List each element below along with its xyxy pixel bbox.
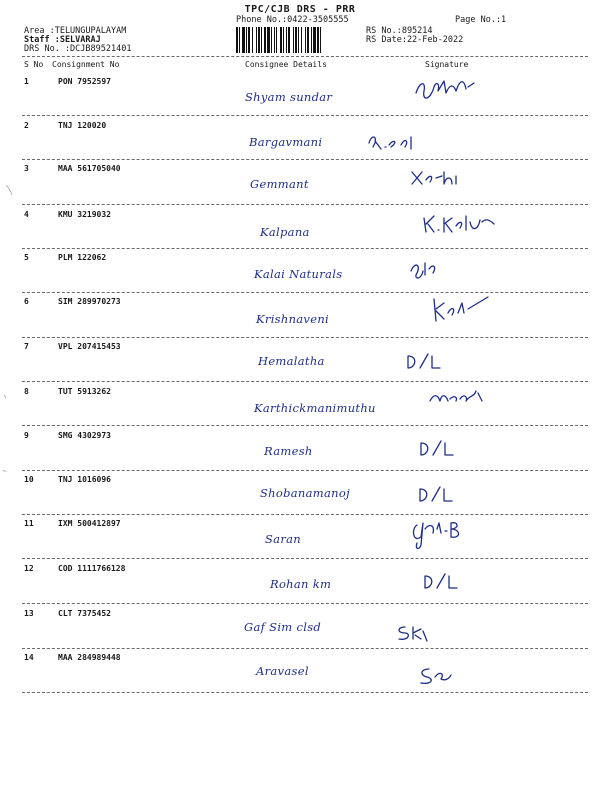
consignment-number: MAA 284989448 bbox=[58, 653, 121, 662]
row-divider bbox=[22, 337, 588, 338]
row-serial-number: 6 bbox=[24, 297, 29, 306]
column-header-consignee: Consignee Details bbox=[245, 60, 327, 69]
rs-number: RS No.:895214 bbox=[366, 26, 433, 36]
barcode-bar bbox=[305, 27, 306, 53]
signature-stroke bbox=[411, 263, 435, 278]
signature-mark bbox=[408, 162, 488, 198]
signature-stroke bbox=[421, 441, 453, 455]
signature-mark bbox=[420, 208, 500, 244]
barcode-bar bbox=[283, 27, 284, 53]
row-serial-number: 11 bbox=[24, 519, 34, 528]
consignee-name: Gemmant bbox=[250, 177, 309, 191]
consignment-number: PON 7952597 bbox=[58, 77, 111, 86]
consignee-name: Rohan km bbox=[270, 577, 332, 591]
signature-mark bbox=[407, 253, 487, 289]
barcode-bar bbox=[239, 27, 240, 53]
rs-date: RS Date:22-Feb-2022 bbox=[366, 35, 464, 45]
consignment-number: COD 1111766128 bbox=[58, 564, 126, 573]
consignment-number: TNJ 1016096 bbox=[58, 475, 111, 484]
row-serial-number: 4 bbox=[24, 210, 29, 219]
barcode-bar bbox=[236, 27, 238, 53]
column-header-signature: Signature bbox=[425, 60, 469, 69]
consignment-number: IXM 500412897 bbox=[58, 519, 121, 528]
barcode-bar bbox=[276, 27, 277, 53]
barcode-bar bbox=[286, 27, 287, 53]
consignment-number: CLT 7375452 bbox=[58, 609, 111, 618]
consignment-number: SMG 4302973 bbox=[58, 431, 111, 440]
consignment-number: PLM 122062 bbox=[58, 253, 107, 262]
barcode-bar bbox=[313, 27, 316, 53]
row-serial-number: 14 bbox=[24, 653, 34, 662]
signature-stroke bbox=[412, 172, 456, 184]
barcode-bar bbox=[264, 27, 266, 53]
consignment-number: TUT 5913262 bbox=[58, 387, 111, 396]
row-serial-number: 9 bbox=[24, 431, 29, 440]
signature-mark bbox=[404, 346, 484, 382]
barcode-bar bbox=[301, 27, 302, 53]
signature-mark bbox=[426, 383, 506, 419]
consignee-name: Ramesh bbox=[264, 444, 313, 458]
signature-stroke bbox=[424, 216, 494, 232]
consignee-name: Kalpana bbox=[260, 225, 310, 239]
barcode-bar bbox=[246, 27, 247, 53]
consignee-name: Kalai Naturals bbox=[254, 267, 343, 281]
signature-mark bbox=[428, 293, 508, 329]
consignee-name: Krishnaveni bbox=[256, 312, 330, 326]
barcode-bar bbox=[258, 27, 260, 53]
consignment-number: KMU 3219032 bbox=[58, 210, 111, 219]
row-divider bbox=[22, 425, 588, 426]
barcode-bar bbox=[252, 27, 253, 53]
signature-mark bbox=[407, 513, 487, 549]
row-divider bbox=[22, 204, 588, 205]
signature-stroke bbox=[399, 627, 427, 641]
consignment-number: VPL 207415453 bbox=[58, 342, 121, 351]
barcode-bar bbox=[248, 27, 250, 53]
barcode-bar bbox=[311, 27, 312, 53]
area-field: Area :TELUNGUPALAYAM bbox=[24, 26, 127, 36]
barcode-bar bbox=[320, 27, 321, 53]
row-serial-number: 1 bbox=[24, 77, 29, 86]
row-divider bbox=[22, 692, 588, 693]
phone-number: Phone No.:0422-3505555 bbox=[236, 15, 349, 25]
barcode-bar bbox=[317, 27, 319, 53]
row-divider bbox=[22, 648, 588, 649]
staff-field: Staff :SELVARAJ bbox=[24, 35, 101, 45]
row-serial-number: 12 bbox=[24, 564, 34, 573]
consignee-name: Saran bbox=[265, 532, 301, 546]
consignment-number: TNJ 120020 bbox=[58, 121, 107, 130]
row-divider bbox=[22, 115, 588, 116]
barcode-bar bbox=[307, 27, 309, 53]
consignee-name: Shyam sundar bbox=[245, 90, 333, 104]
signature-stroke bbox=[369, 137, 411, 149]
signature-stroke bbox=[416, 81, 474, 98]
row-divider bbox=[22, 470, 588, 471]
consignee-name: Karthickmanimuthu bbox=[254, 401, 376, 415]
header-divider bbox=[22, 56, 588, 57]
signature-mark bbox=[412, 73, 492, 109]
barcode-bar bbox=[274, 27, 275, 53]
signature-stroke bbox=[425, 574, 457, 588]
row-serial-number: 13 bbox=[24, 609, 34, 618]
row-serial-number: 10 bbox=[24, 475, 34, 484]
signature-mark bbox=[417, 433, 497, 469]
barcode-bar bbox=[293, 27, 294, 53]
row-divider bbox=[22, 558, 588, 559]
signature-stroke bbox=[434, 297, 488, 321]
row-divider bbox=[22, 381, 588, 382]
row-serial-number: 2 bbox=[24, 121, 29, 130]
barcode-bar bbox=[256, 27, 257, 53]
consignee-name: Shobanamanoj bbox=[260, 486, 350, 500]
signature-mark bbox=[421, 566, 501, 602]
barcode-bar bbox=[267, 27, 270, 53]
row-serial-number: 7 bbox=[24, 342, 29, 351]
barcode bbox=[236, 27, 356, 53]
document-title: TPC/CJB DRS - PRR bbox=[244, 4, 356, 15]
barcode-bar bbox=[242, 27, 245, 53]
signature-mark bbox=[416, 479, 496, 515]
consignee-name: Aravasel bbox=[256, 664, 309, 678]
consignee-name: Bargavmani bbox=[249, 135, 323, 149]
barcode-bar bbox=[271, 27, 272, 53]
row-serial-number: 3 bbox=[24, 164, 29, 173]
row-serial-number: 5 bbox=[24, 253, 29, 262]
signature-stroke bbox=[421, 669, 451, 683]
consignee-name: Hemalatha bbox=[258, 354, 325, 368]
row-divider bbox=[22, 159, 588, 160]
column-header-sno: S No bbox=[24, 60, 44, 69]
signature-stroke bbox=[414, 523, 459, 549]
signature-stroke bbox=[408, 354, 440, 368]
signature-stroke bbox=[430, 391, 482, 401]
drs-number: DRS No. :DCJB89521401 bbox=[24, 44, 132, 54]
row-divider bbox=[22, 514, 588, 515]
consignee-name: Gaf Sim clsd bbox=[244, 620, 322, 634]
signature-mark bbox=[365, 127, 445, 163]
barcode-bar bbox=[280, 27, 282, 53]
row-divider bbox=[22, 603, 588, 604]
consignment-number: SIM 289970273 bbox=[58, 297, 121, 306]
signature-stroke bbox=[420, 487, 452, 501]
signature-mark bbox=[415, 659, 495, 695]
barcode-bar bbox=[288, 27, 290, 53]
barcode-bar bbox=[261, 27, 262, 53]
row-serial-number: 8 bbox=[24, 387, 29, 396]
column-header-consignment: Consignment No bbox=[52, 60, 120, 69]
barcode-bar bbox=[298, 27, 299, 53]
row-divider bbox=[22, 248, 588, 249]
barcode-bar bbox=[295, 27, 297, 53]
consignment-number: MAA 561705040 bbox=[58, 164, 121, 173]
page-number: Page No.:1 bbox=[455, 15, 507, 25]
